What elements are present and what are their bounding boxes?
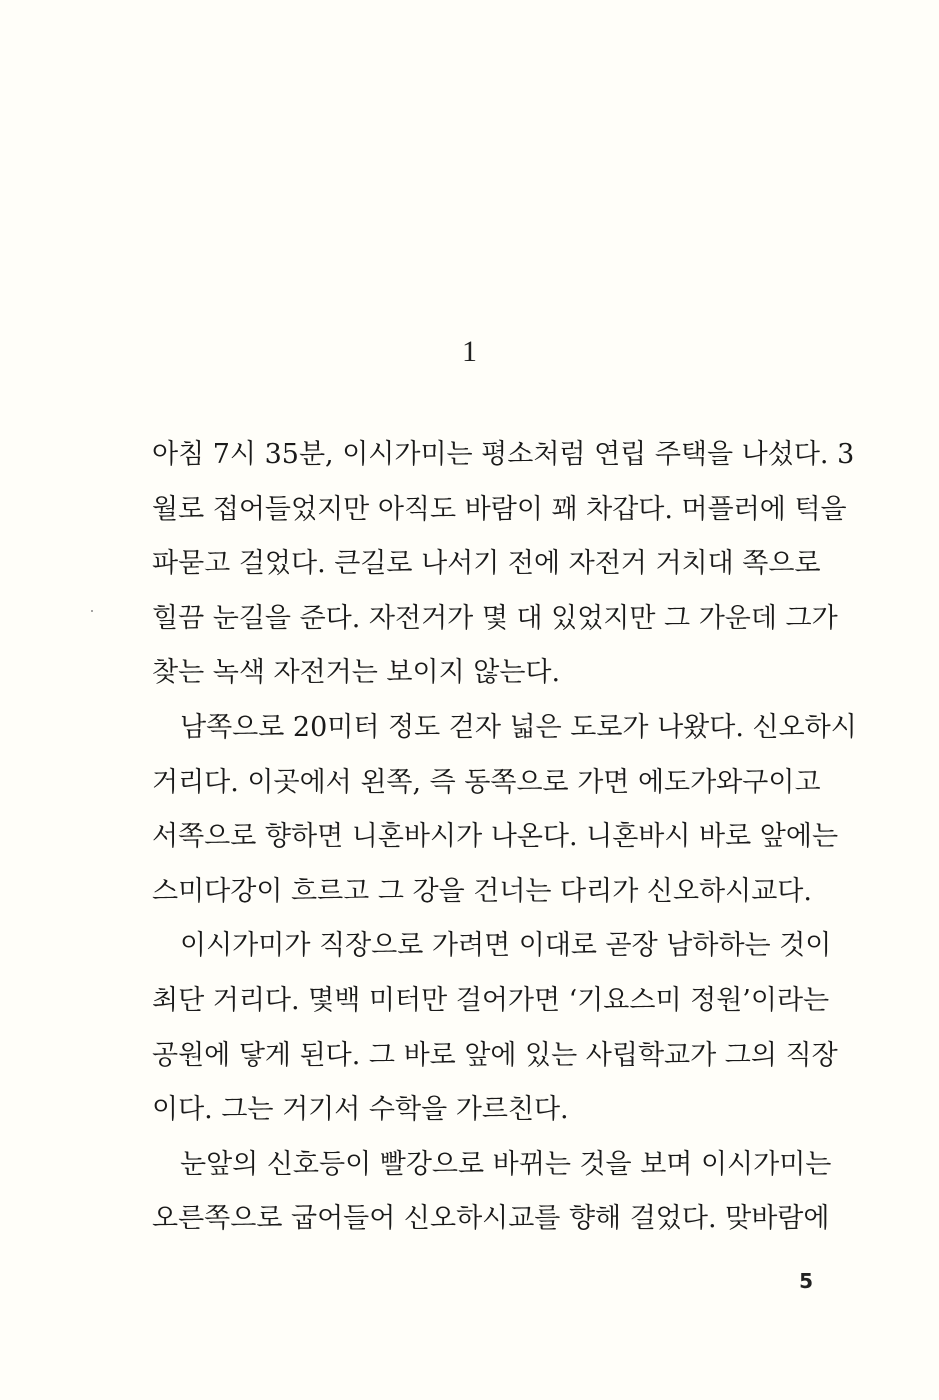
paragraph-1-line-1: 아침 7시 35분, 이시가미는 평소처럼 연립 주택을 나섰다. 3 [152, 439, 855, 470]
paragraph-4-line-2: 오른쪽으로 굽어들어 신오하시교를 향해 걸었다. 맞바람에 [152, 1203, 830, 1235]
body-text [152, 428, 857, 1247]
paragraph-3-line-4: 이다. 그는 거기서 수학을 가르친다. [152, 1094, 569, 1126]
paragraph-3-line-3: 공원에 닿게 된다. 그 바로 앞에 있는 사립학교가 그의 직장 [152, 1039, 838, 1071]
paragraph-1-line-5: 찾는 녹색 자전거는 보이지 않는다. [152, 657, 561, 689]
paragraph-1-line-4: 힐끔 눈길을 준다. 자전거가 몇 대 있었지만 그 가운데 그가 [152, 602, 838, 634]
paragraph-4-line-1: 눈앞의 신호등이 빨강으로 바뀌는 것을 보며 이시가미는 [180, 1148, 832, 1180]
paragraph-2-line-1: 남쪽으로 20미터 정도 걷자 넓은 도로가 나왔다. 신오하시 [180, 711, 857, 743]
paragraph-1-line-3: 파묻고 걸었다. 큰길로 나서기 전에 자전거 거치대 쪽으로 [152, 548, 821, 580]
paragraph-3-line-2: 최단 거리다. 몇백 미터만 걸어가면 ‘기요스미 정원’이라는 [152, 984, 830, 1016]
paragraph-2-line-2: 거리다. 이곳에서 왼쪽, 즉 동쪽으로 가면 에도가와구이고 [152, 766, 821, 798]
chapter-number: 1 [462, 335, 477, 368]
paper-speck [91, 610, 93, 612]
paragraph-1-line-2: 월로 접어들었지만 아직도 바람이 꽤 차갑다. 머플러에 턱을 [152, 493, 847, 525]
paragraph-2-line-3: 서쪽으로 향하면 니혼바시가 나온다. 니혼바시 바로 앞에는 [152, 821, 839, 853]
paragraph-2-line-4: 스미다강이 흐르고 그 강을 건너는 다리가 신오하시교다. [152, 875, 812, 907]
page-number: 5 [799, 1269, 813, 1293]
paragraph-3-line-1: 이시가미가 직장으로 가려면 이대로 곧장 남하하는 것이 [180, 930, 832, 962]
